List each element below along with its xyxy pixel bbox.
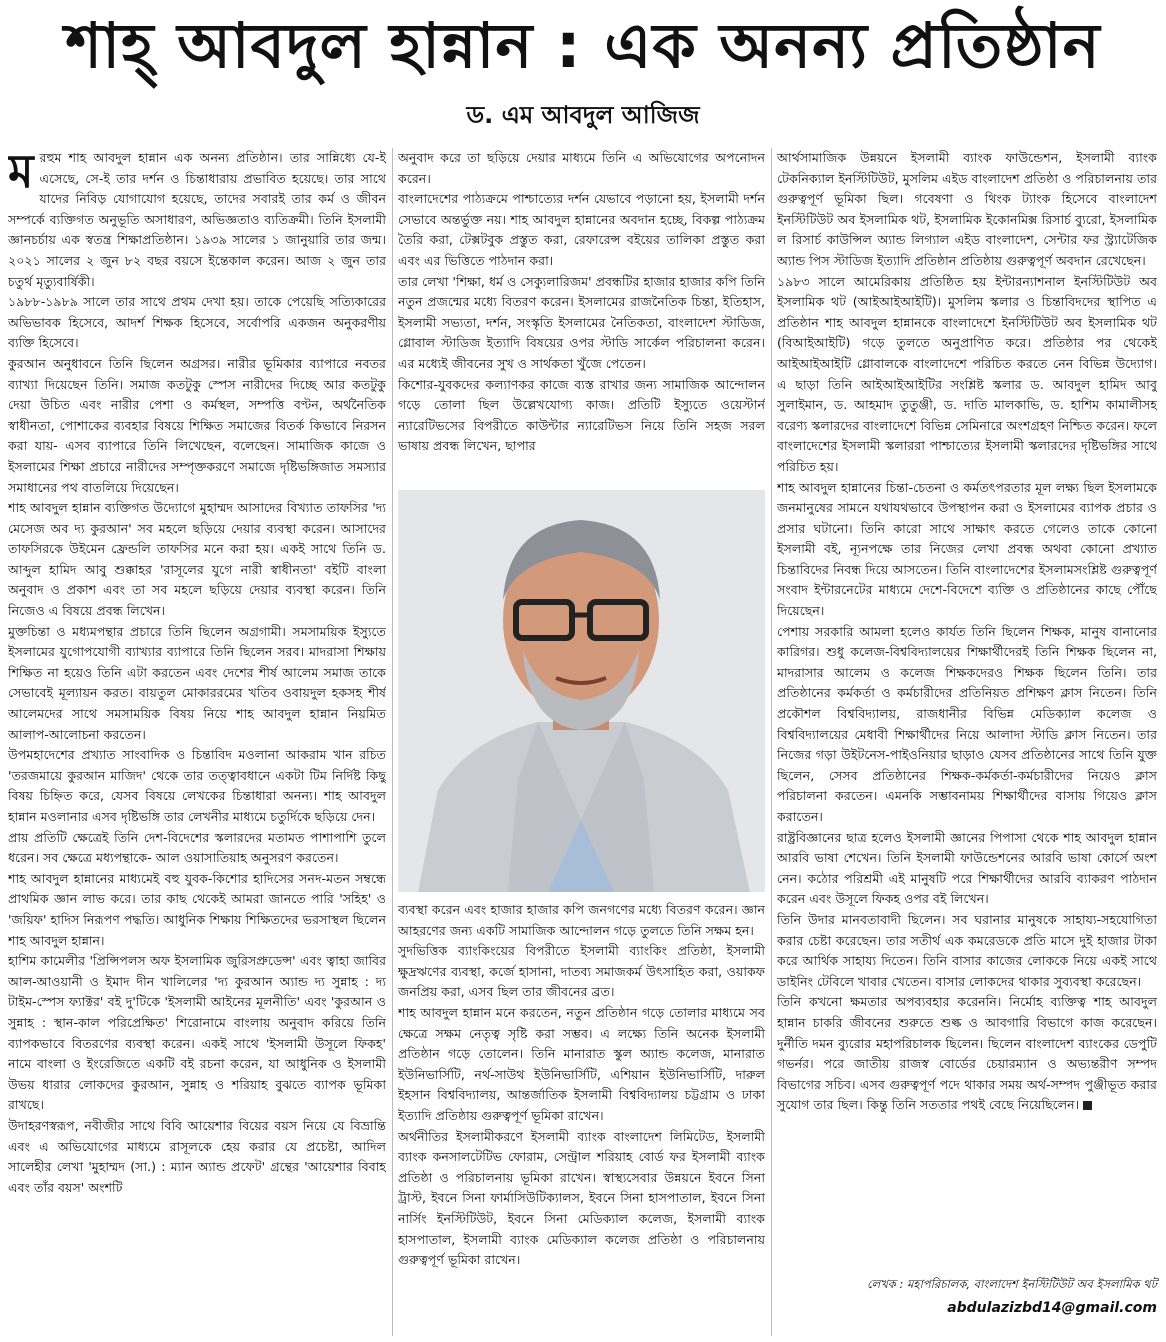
paragraph: শাহ আবদুল হান্নানের চিন্তা-চেতনা ও কর্মতৎপরতার মূল লক্ষ্য ছিল ইসলামকে জনমানুষের সামনে যথাযথভাবে উপস্থাপন করা ও ইসলামের ব্যাপক প্রচার ও প্রসার ঘটানো। তিনি কারো সাথে সাক্ষাৎ করতে গেলেও তাকে কোনো ইসলামী বই, ন্যূনপক্ষে তার নিজের লেখা প্রবন্ধ অথবা কোনো প্রখ্যাত চিন্তাবিদের নিবন্ধ দিয়ে আসতেন। তিনি বাংলাদেশের ইসলামসংশ্লিষ্ট গুরুত্বপূর্ণ সংবাদ ইন্টারনেটের মাধ্যমে দেশে-বিদেশে ব্যক্তি ও প্রতিষ্ঠানের কাছে পৌঁছে দিয়েছেন। bbox=[777, 479, 1157, 619]
paragraph: রাষ্ট্রবিজ্ঞানের ছাত্র হলেও ইসলামী জ্ঞানের পিপাসা থেকে শাহ আবদুল হান্নান আরবি ভাষা শেখেন। তিনি ইসলামী ফাউন্ডেশনের আরবি ভাষা কোর্সে অংশ নেন। কঠোর পরিশ্রমী এই মানুষটি পরে শিক্ষার্থীদের আরবি ব্যাকরণ পাঠদান করেন এবং উসূলে ফিকহ ওপর বই লিখেন। bbox=[777, 829, 1157, 907]
paragraph: তার লেখা 'শিক্ষা, ধর্ম ও সেক্যুলারিজম' প্রবন্ধটির হাজার হাজার কপি তিনি নতুন প্রজন্মের মধ্যে বিতরণ করেন। ইসলামের রাজনৈতিক চিন্তা, ইতিহাস, ইসলামী সভ্যতা, দর্শন, সংস্কৃতি ইসলামের নৈতিকতা, বাংলাদেশ স্টাডিজ, গ্লোবাল স্টাডিজ ইত্যাদি বিষয়ের ওপর স্টাডি সার্কেল পরিচালনা করেন। এর মধ্যেই জীবনের সুখ ও সার্থকতা খুঁজে পেতেন। bbox=[398, 273, 765, 371]
author-portrait-photo bbox=[398, 490, 765, 892]
paragraph: অর্থনীতির ইসলামীকরণে ইসলামী ব্যাংক বাংলাদেশ লিমিটেড, ইসলামী ব্যাংক কনসালটেটিভ ফোরাম, সেন্ট্রাল শরিয়াহ বোর্ড ফর ইসলামী ব্যাংক প্রতিষ্ঠা ও পরিচালনায় ভূমিকা রাখেন। স্বাস্থ্যসেবার উন্নয়নে ইবনে সিনা ট্রাস্ট, ইবনে সিনা ফার্মাসিউটিক্যালস, ইবনে সিনা হাসপাতাল, ইবনে সিনা নার্সিং ইনস্টিটিউট, ইবনে সিনা মেডিক্যাল কলেজ, ইসলামী ব্যাংক হাসপাতাল, ইসলামী ব্যাংক মেডিক্যাল কলেজ প্রতিষ্ঠা ও পরিচালনায় গুরুত্বপূর্ণ ভূমিকা রাখেন। bbox=[398, 1128, 765, 1268]
paragraph: শাহ আবদুল হান্নান ব্যক্তিগত উদ্যোগে মুহাম্মদ আসাদের বিখ্যাত তাফসির 'দ্য মেসেজ অব দ্য কুরআন' সব মহলে ছড়িয়ে দেয়ার ব্যবস্থা করেন। আসাদের তাফসিরকে উইমেন ফ্রেন্ডলি তাফসির মনে করা হয়। একই সাথে তিনি ড. আব্দুল হামিদ আবু শুক্কাহর 'রাসূলের যুগে নারী স্বাধীনতা' বইটি বাংলা অনুবাদ ও প্রকাশ এবং তা সব মহলে ছড়িয়ে দেয়ার ব্যবস্থা করেন। তিনি নিজেও এ বিষয়ে প্রবন্ধ লিখেন। bbox=[8, 500, 386, 619]
paragraph: উপমহাদেশের প্রখ্যাত সাংবাদিক ও চিন্তাবিদ মওলানা আকরাম খান রচিত 'তরজমায়ে কুরআন মাজিদ' থেকে তার তত্ত্বাবধানে একটা টিম নির্দিষ্ট কিছু বিষয় চিহ্নিত করে, যেসব বিষয়ে লেখকের চিন্তাধারা অনন্য। শাহ আবদুল হান্নান মওলানার এসব দৃষ্টিভঙ্গি তার লেখনীর মাধ্যমে চতুর্দিকে ছড়িয়ে দেন। bbox=[8, 747, 386, 824]
portrait-icon bbox=[398, 490, 765, 892]
paragraph: মুক্তচিন্তা ও মধ্যমপন্থার প্রচারে তিনি ছিলেন অগ্রগামী। সমসাময়িক ইস্যুতে ইসলামের যুগোপযোগী ব্যাখ্যার ব্যাপারে তিনি ছিলেন সরব। মাদরাসা শিক্ষায় শিক্ষিত না হয়েও তিনি এটা করতেন এবং দেশের শীর্ষ আলেম সমাজ তাকে সেভাবেই মূল্যায়ন করত। বায়তুল মোকাররমের খতিব ওবায়দুল হকসহ শীর্ষ আলেমদের সাথে সমসাময়িক বিষয় নিয়ে শাহ আবদুল হান্নান নিয়মিত আলাপ-আলোচনা করতেন। bbox=[8, 623, 386, 742]
byline: ড. এম আবদুল আজিজ bbox=[466, 101, 700, 129]
paragraph: উদাহরণস্বরূপ, নবীজীর সাথে বিবি আয়েশার বিয়ের বয়স নিয়ে যে বিভ্রান্তি এবং এ অভিযোগের মাধ্যমে রাসূলকে হেয় করার যে প্রচেষ্টা, আদিল সালেহীর লেখা 'মুহাম্মদ (সা.) : ম্যান অ্যান্ড প্রফেট' গ্রন্থের 'আয়েশার বিবাহ এবং তাঁর বয়স' অংশটি bbox=[8, 1117, 386, 1195]
paragraph: কিশোর-যুবকদের কল্যাণকর কাজে ব্যস্ত রাখার জন্য সামাজিক আন্দোলন গড়ে তোলা ছিল উল্লেখযোগ্য কাজ। প্রতিটি ইস্যুতে ওয়েস্টার্ন ন্যারেটিভসের বিপরীতে কাউন্টার ন্যারেটিভস নিয়ে তিনি সহজ সরল ভাষায় প্রবন্ধ লিখেন, ছাপার bbox=[398, 376, 765, 454]
headline: শাহ্‌ আবদুল হান্নান : এক অনন্য প্রতিষ্ঠান bbox=[65, 9, 1101, 82]
column-divider bbox=[392, 148, 393, 1336]
paragraph: কুরআন অনুধাবনে তিনি ছিলেন অগ্রসর। নারীর ভূমিকার ব্যাপারে নবতর ব্যাখ্যা দিয়েছেন তিনি। সমাজ কতটুকু স্পেস নারীদের দিচ্ছে আর কতটুকু দেয়া উচিত এবং নারীর পেশা ও কর্মস্থল, সম্পত্তি বণ্টন, অর্থনৈতিক স্বাধীনতা, পোশাকের ব্যবহার বিষয়ে শিক্ষিত সমাজের বিতর্ক কিভাবে নিরসন করা যায়- এসব ব্যাপারে তিনি লিখেছেন, বলেছেন। সামাজিক কাজে ও ইসলামের শিক্ষা প্রচারে নারীদের সম্পৃক্তকরণে সমাজে দৃষ্টিভঙ্গিজাত সমস্যার সমাধানের পথ বাতলিয়ে দিয়েছেন। bbox=[8, 355, 386, 495]
paragraph: তিনি কখনো ক্ষমতার অপব্যবহার করেননি। নির্মোহ ব্যক্তিত্ব শাহ আবদুল হান্নান চাকরি জীবনের শুরুতে শুল্ক ও আবগারি বিভাগে কাজ করেছেন। দুর্নীতি দমন ব্যুরোর মহাপরিচালক ছিলেন। ছিলেন বাংলাদেশ ব্যাংকের ডেপুটি গভর্নর। পরে জাতীয় রাজস্ব বোর্ডের চেয়ারম্যান ও অভ্যন্তরীণ সম্পদ বিভাগের সচিব। এসব গুরুত্বপূর্ণ পদে থাকার সময় অর্থ-সম্পদ পুঞ্জীভূত করার সুযোগ তার ছিল। কিন্তু তিনি সততার পথই বেছে নিয়েছিলেন। bbox=[777, 994, 1157, 1113]
article-column-1 bbox=[8, 148, 386, 1336]
paragraph: অনুবাদ করে তা ছড়িয়ে দেয়ার মাধ্যমে তিনি এ অভিযোগের অপনোদন করেন। bbox=[398, 150, 765, 186]
author-credit: লেখক : মহাপরিচালক, বাংলাদেশ ইনস্টিটিউট অব ইসলামিক থট bbox=[867, 1277, 1157, 1291]
paragraph: প্রায় প্রতিটি ক্ষেত্রেই তিনি দেশ-বিদেশের স্কলারদের মতামত পাশাপাশি তুলে ধরেন। সব ক্ষেত্রে মধ্যপন্থাকে- আল ওয়াসাতিয়াহ অনুসরণ করতেন। bbox=[8, 829, 386, 866]
end-mark-icon bbox=[1083, 1101, 1092, 1110]
article-column-2-bottom bbox=[398, 900, 765, 1336]
article-column-2-top bbox=[398, 148, 765, 482]
paragraph: মরহুম শাহ আবদুল হান্নান এক অনন্য প্রতিষ্ঠান। তার সান্নিধ্যে যে-ই এসেছে, সে-ই তার দর্শন ও চিন্তাধারায় প্রভাবিত হয়েছে। তার সাথে যাদের নিবিড় যোগাযোগ হয়েছে, তাদের সবারই তার কর্ম ও জীবন সম্পর্কে ব্যক্তিগত অনুভূতি অসাধারণ, অভিজ্ঞতাও ব্যতিক্রমী। তিনি ইসলামী জ্ঞানচর্চায় এক স্বতন্ত্র শিক্ষাপ্রতিষ্ঠান। ১৯৩৯ সালের ১ জানুয়ারি তার জন্ম। ২০২১ সালের ২ জুন ৮২ বছর বয়সে ইন্তেকাল করেন। আজ ২ জুন তার চতুর্থ মৃত্যুবার্ষিকী। bbox=[8, 148, 386, 289]
paragraph: ব্যবস্থা করেন এবং হাজার হাজার কপি জনগণের মধ্যে বিতরণ করেন। জ্ঞান আহরণের জন্য একটি সামাজিক আন্দোলন গড়ে তুলতে তিনি সক্ষম হন। bbox=[398, 902, 765, 938]
paragraph: বাংলাদেশের পাঠ্যক্রমে পাশ্চাত্যের দর্শন যেভাবে পড়ানো হয়, ইসলামী দর্শন সেভাবে অন্তর্ভুক্ত নয়। শাহ আবদুল হান্নানের অবদান হচ্ছে, বিকল্প পাঠ্যক্রম তৈরি করা, টেক্সটবুক প্রস্তুত করা, রেফারেন্স বইয়ের তালিকা প্রস্তুত করা এবং এর ভিত্তিতে পাঠদান করা। bbox=[398, 191, 765, 268]
paragraph: আর্থসামাজিক উন্নয়নে ইসলামী ব্যাংক ফাউন্ডেশন, ইসলামী ব্যাংক টেকনিক্যাল ইনস্টিটিউট, মুসলিম এইড বাংলাদেশ প্রতিষ্ঠা ও পরিচালনায় তার গুরুত্বপূর্ণ ভূমিকা ছিল। গবেষণা ও থিংক ট্যাংক হিসেবে বাংলাদেশ ইনস্টিটিউট অব ইসলামিক থট, ইসলামিক ইকোনমিক্স রিসার্চ ব্যুরো, ইসলামিক ল রিসার্চ কাউন্সিল অ্যান্ড লিগ্যাল এইড বাংলাদেশ, সেন্টার ফর স্ট্র্যাটেজিক অ্যান্ড পিস স্টাডিজ ইত্যাদি প্রতিষ্ঠান প্রতিষ্ঠায় গুরুত্বপূর্ণ অবদান রেখেছেন। bbox=[777, 150, 1157, 268]
paragraph: শাহ আবদুল হান্নান মনে করতেন, নতুন প্রতিষ্ঠান গড়ে তোলার মাধ্যমে সব ক্ষেত্রে সক্ষম নেতৃত্ব সৃষ্টি করা সম্ভব। এ লক্ষ্যে তিনি অনেক ইসলামী প্রতিষ্ঠান গড়ে তোলেন। তিনি মানারাত স্কুল অ্যান্ড কলেজ, মানারাত ইউনিভার্সিটি, নর্থ-সাউথ ইউনিভার্সিটি, এশিয়ান ইউনিভার্সিটি, দারুল ইহসান বিশ্ববিদ্যালয়, আন্তর্জাতিক ইসলামী বিশ্ববিদ্যালয় চট্টগ্রাম ও ঢাকা ইত্যাদি প্রতিষ্ঠায় গুরুত্বপূর্ণ ভূমিকা রাখেন। bbox=[398, 1004, 765, 1123]
paragraph: হাশিম কামেলীর 'প্রিন্সিপলস অফ ইসলামিক জুরিসপ্রুডেন্স' এবং ত্বাহা জাবির আল-আওয়ানী ও ইমাদ দীন খালিলের 'দ্য কুরআন অ্যান্ড দ্য সুন্নাহ : দ্য টাইম-স্পেস ফ্যাক্টর' বই দু'টিকে 'ইসলামী আইনের মূলনীতি' এবং 'কুরআন ও সুন্নাহ : স্থান-কাল পরিপ্রেক্ষিত' শিরোনামে বাংলায় অনুবাদ করিয়ে তিনি ব্যাপকভাবে বিতরণের ব্যবস্থা করেন। একই সাথে 'ইসলামী উসূলে ফিকহ' নামে বাংলা ও ইংরেজিতে একটি বই রচনা করেন, যা আধুনিক ও ইসলামী উভয় ধারার লোকদের কুরআন, সুন্নাহ ও শরিয়াহ বুঝতে ব্যাপক ভূমিকা রাখছে। bbox=[8, 953, 386, 1113]
paragraph: ১৯৮৮-১৯৮৯ সালে তার সাথে প্রথম দেখা হয়। তাকে পেয়েছি সত্যিকারের অভিভাবক হিসেবে, আদর্শ শিক্ষক হিসেবে, সর্বোপরি একজন অনুকরণীয় ব্যক্তি হিসেবে। bbox=[8, 294, 386, 351]
paragraph: সুদভিত্তিক ব্যাংকিংয়ের বিপরীতে ইসলামী ব্যাংকিং প্রতিষ্ঠা, ইসলামী ক্ষুদ্রঋণের ব্যবস্থা, কর্জে হাসানা, দাতব্য সমাজকর্ম উৎসাহিত করা, ওয়াকফ জনপ্রিয় করা, এসব ছিল তার জীবনের ব্রত। bbox=[398, 943, 765, 1000]
paragraph: শাহ আবদুল হান্নানের মাধ্যমেই বহু যুবক-কিশোর হাদিসের সনদ-মতন সম্বন্ধে প্রাথমিক জ্ঞান লাভ করে। তার কাছ থেকেই আমরা জানতে পারি 'সহিহ' ও 'জয়িফ' হাদিস নিরূপণ পদ্ধতি। আধুনিক শিক্ষায় শিক্ষিতদের ভরসাস্থল ছিলেন শাহ আবদুল হান্নান। bbox=[8, 870, 386, 948]
author-email: abdulazizbd14@gmail.com bbox=[947, 1300, 1157, 1316]
paragraph: পেশায় সরকারি আমলা হলেও কার্যত তিনি ছিলেন শিক্ষক, মানুষ বানানোর কারিগর। শুধু কলেজ-বিশ্ববিদ্যালয়ের শিক্ষার্থীদেরই তিনি শিক্ষক ছিলেন না, মাদরাসার আলেম ও কলেজ শিক্ষকদেরও শিক্ষক ছিলেন তিনি। তার প্রতিষ্ঠানের কর্মকর্তা ও কর্মচারীদের প্রতিনিয়ত প্রশিক্ষণ ক্লাস নিতেন। তিনি প্রকৌশল বিশ্ববিদ্যালয়, রাজধানীর বিভিন্ন মেডিক্যাল কলেজ ও বিশ্ববিদ্যালয়ের মেধাবী শিক্ষার্থীদের নিয়ে আলাদা স্টাডি ক্লাস নিতেন। তার নিজের গড়া উইটনেস-পাইওনিয়ার ছাড়াও যেসব প্রতিষ্ঠানের সাথে তিনি যুক্ত ছিলেন, সেসব প্রতিষ্ঠানের শিক্ষক-কর্মকর্তা-কর্মচারীদের নিয়েও ক্লাস পরিচালনা করতেন। এমনকি সম্ভাবনাময় শিক্ষার্থীদের বাসায় গিয়েও ক্লাস করাতেন। bbox=[777, 623, 1157, 824]
paragraph: তিনি উদার মানবতাবাদী ছিলেন। সব ঘরানার মানুষকে সাহায্য-সহযোগিতা করার চেষ্টা করেছেন। তার সতীর্থ এক কমরেডকে প্রতি মাসে দুই হাজার টাকা করে আর্থিক সাহায্য দিতেন। তিনি বাসার কাজের লোককে নিয়ে একই সাথে ডাইনিং টেবিলে খাবার খেতেন। বাসার লোকদের থাকার সুব্যবস্থা করেছেন। bbox=[777, 911, 1157, 989]
column-divider bbox=[771, 148, 772, 1336]
drop-cap: ম bbox=[8, 148, 34, 198]
article-column-3 bbox=[777, 148, 1157, 1268]
paragraph: ১৯৮৩ সালে আমেরিকায় প্রতিষ্ঠিত হয় ইন্টারন্যাশনাল ইনস্টিটিউট অব ইসলামিক থট (আইআইআইটি)। মুসলিম স্কলার ও চিন্তাবিদদের স্থাপিত এ প্রতিষ্ঠান শাহ আবদুল হান্নানকে বাংলাদেশে ইনস্টিটিউট অব ইসলামিক থট (বিআইআইটি) গড়ে তুলতে অনুপ্রাণিত করে। প্রতিষ্ঠার পর থেকেই আইআইআইটি গ্লোবালকে বাংলাদেশে পরিচিত করতে নেন বিভিন্ন উদ্যোগ। এ ছাড়া তিনি আইআইআইটির সংশ্লিষ্ট স্কলার ড. আবদুল হামিদ আবু সুলাইমান, ড. আহমাদ তুতুঞ্জী, ড. দাতি মালকাভি, ড. হাশিম কামালীসহ বরেণ্য স্কলারদের বাংলাদেশে বিভিন্ন সেমিনারে অংশগ্রহণ নিশ্চিত করেন। ফলে বাংলাদেশের ইসলামী স্কলাররা পাশ্চাত্যের ইসলামী স্কলারদের দৃষ্টিভঙ্গির সাথে পরিচিত হয়। bbox=[777, 273, 1157, 474]
